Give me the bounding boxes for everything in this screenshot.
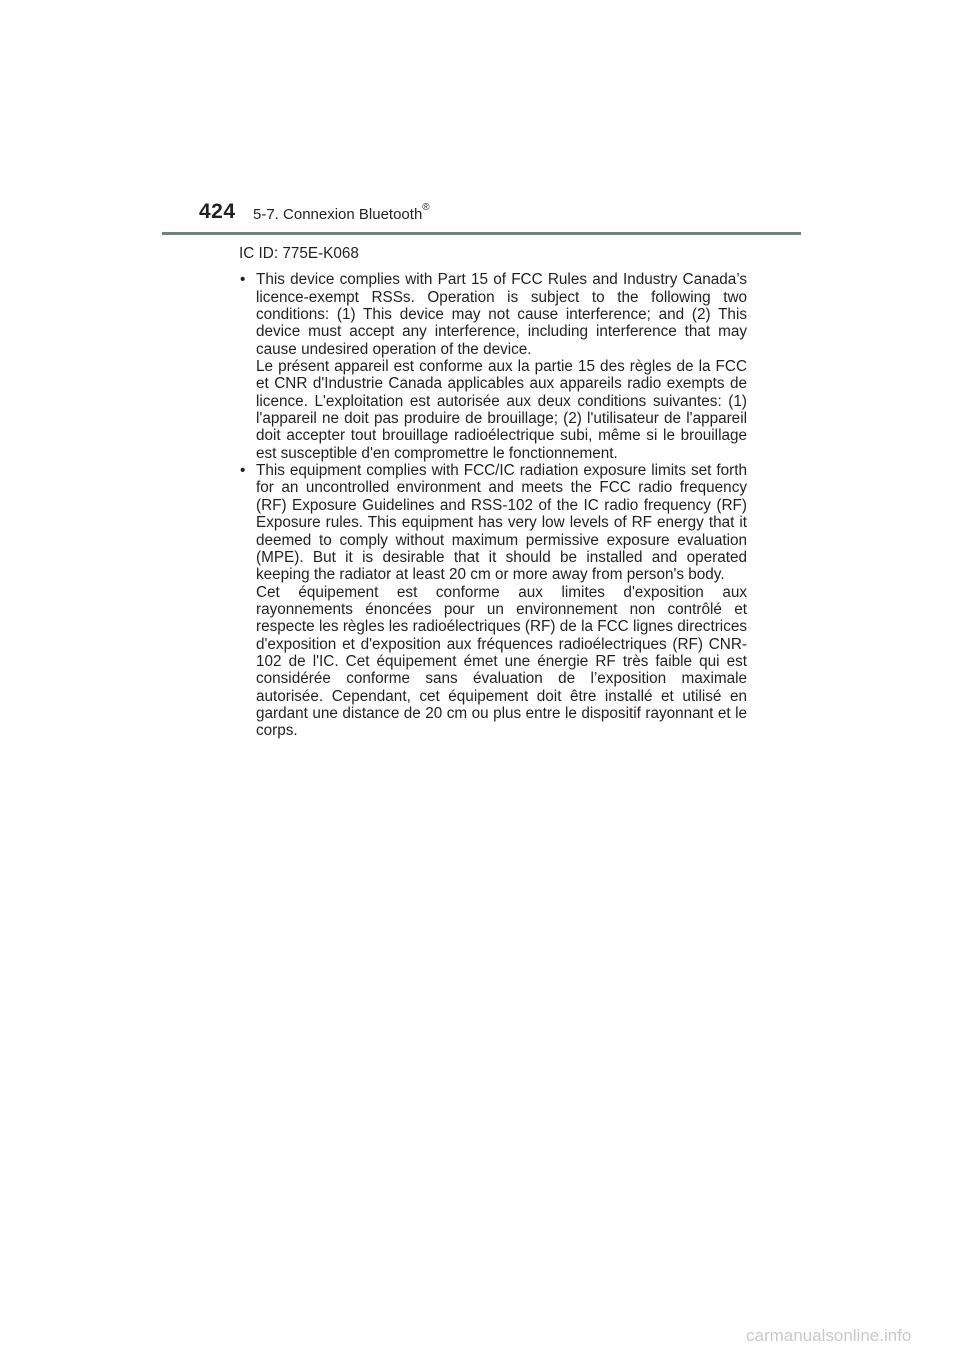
section-title-text: 5-7. Connexion Bluetooth — [253, 206, 423, 223]
compliance-notes-list — [237, 271, 747, 739]
section-title — [253, 202, 430, 223]
page-header — [0, 0, 960, 240]
list-item — [237, 271, 747, 462]
header-divider — [162, 232, 801, 235]
rf-exposure-french: Cet équipement est conforme aux limites d'exposition aux rayonnements énoncées pour un environnement non contrôlé et respecte les règles les radioélectriques (RF) de la FCC lignes directrices d'exposition et d'exposition aux fréquences radioélectriques (RF) CNR-102 de l'IC. Cet équipement émet une énergie RF très faible qui est considérée conforme sans évaluation de l’exposition maximale autorisée. Cependant, cet équipement doit être installé et utilisé en gardant une distance de 20 cm ou plus entre le dispositif rayonnant et le corps. — [256, 583, 747, 740]
rf-exposure-english: This equipment complies with FCC/IC radiation exposure limits set forth for an uncontrolled environment and meets the FCC radio frequency (RF) Exposure Guidelines and RSS-102 of the IC radio frequency (RF) Exposure rules. This equipment has very low levels of RF energy that it deemed to comply without maximum permissive exposure evaluation (MPE). But it is desirable that it should be installed and operated keeping the radiator at least 20 cm or more away from person's body. — [256, 462, 747, 584]
registered-mark: ® — [422, 202, 430, 213]
list-item — [237, 462, 747, 740]
bullet-icon: • — [240, 271, 246, 289]
bullet-icon: • — [240, 462, 246, 480]
fcc-compliance-english: This device complies with Part 15 of FCC Rules and Industry Canada’s licence-exempt RSSs. Operation is subject to the following two conditions: (1) This device may not cause interference; and (2) This device must accept any interference, including interference that may cause undesired operation of the device. — [256, 271, 747, 358]
fcc-compliance-french: Le présent appareil est conforme aux la partie 15 des règles de la FCC et CNR d'Industrie Canada applicables aux appareils radio exempts de licence. L'exploitation est autorisée aux deux conditions suivantes: (1) l'appareil ne doit pas produire de brouillage; (2) l'utilisateur de l'appareil doit accepter tout brouillage radioélectrique subi, même si le brouillage est susceptible d'en compromettre le fonctionnement. — [256, 358, 747, 462]
site-watermark: carmanualsonline.info — [746, 1326, 912, 1345]
ic-id: IC ID: 775E-K068 — [239, 245, 359, 262]
page-number: 424 — [199, 200, 236, 223]
body-content — [237, 245, 747, 740]
